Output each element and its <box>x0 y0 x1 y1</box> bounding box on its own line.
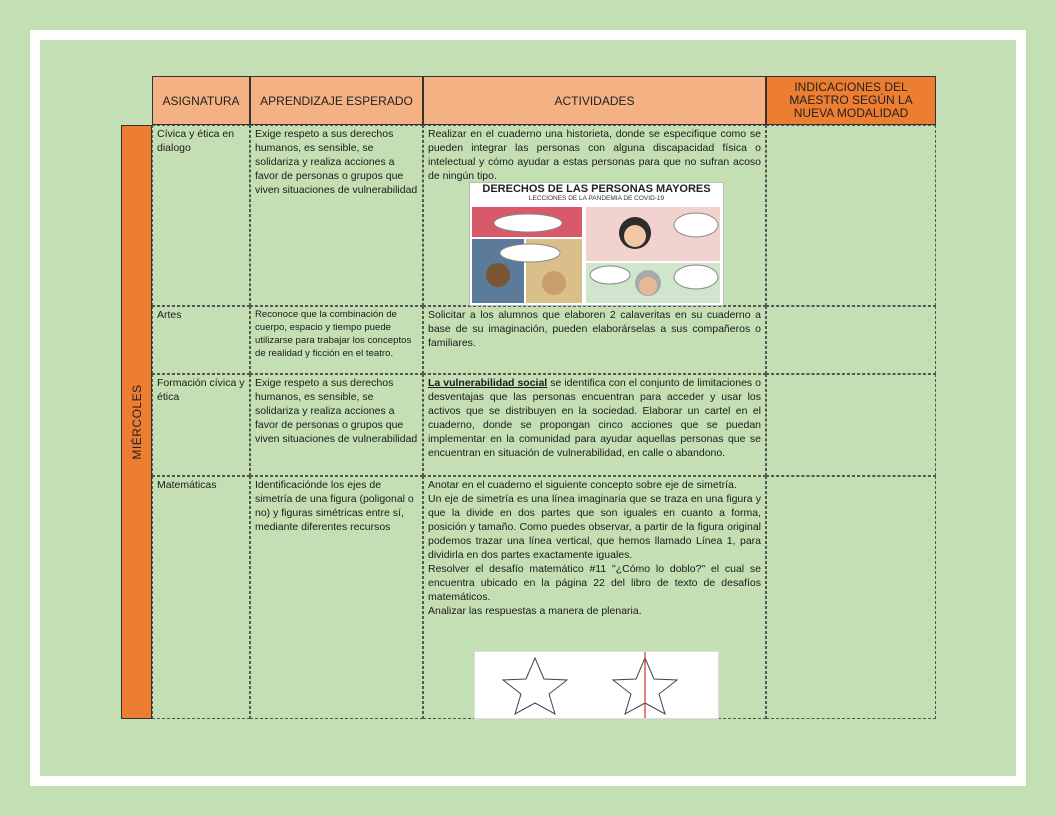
row2-aprendizaje: Reconoce que la combinación de cuerpo, espacio y tiempo puede utilizarse para trabajar los conceptos de realidad y ficción en el teatro. <box>250 306 423 374</box>
header-aprendizaje <box>250 76 423 125</box>
row3-indicaciones <box>766 374 936 476</box>
vulnerabilidad-term: La vulnerabilidad social <box>428 377 548 389</box>
row4-asignatura: Matemáticas <box>152 476 250 719</box>
comic-title: DERECHOS DE LAS PERSONAS MAYORES <box>482 183 711 195</box>
row3-actividades-cell <box>423 374 766 476</box>
row1-asignatura: Cívica y ética en dialogo <box>152 125 250 306</box>
row3-actividades <box>424 375 765 461</box>
stars-symmetry-image <box>474 651 719 719</box>
row1-indicaciones <box>766 125 936 306</box>
header-asignatura-label: ASIGNATURA <box>162 93 240 108</box>
stars-illustration <box>475 652 718 718</box>
row2-asignatura: Artes <box>152 306 250 374</box>
header-actividades <box>423 76 766 125</box>
row4-aprendizaje: Identificacióndе los ejes de simetría de una figura (poligonal o no) y figuras simétricas entre sí, mediante diferentes recursos <box>250 476 423 719</box>
vulnerabilidad-definition: se identifica con el conjunto de limitaciones o desventajas que las personas encuentran para acceder y usar los activos que se distribuyen en la sociedad. Elaborar un cartel en el cuaderno, donde se propongan cinco acciones que se puedan implementar en la comunidad para ayudar aquellas personas que se encuentran en situación de vulnerabilidad, en calle o abandono. <box>428 377 761 459</box>
row4-p1: Anotar en el cuaderno el siguiente concepto sobre eje de simetría. <box>428 479 737 491</box>
comic-image <box>469 182 724 306</box>
row1-aprendizaje: Exige respeto a sus derechos humanos, es sensible, se solidariza y realiza acciones a favor de personas o grupos que viven situaciones de vulnerabilidad <box>250 125 423 306</box>
row4-actividades <box>424 477 765 619</box>
row3-aprendizaje: Exige respeto a sus derechos humanos, es sensible, se solidariza y realiza acciones a favor de personas o grupos que viven situaciones de vulnerabilidad <box>250 374 423 476</box>
row4-p2: Un eje de simetría es una línea imaginaria que se traza en una figura y que la divide en dos partes que son iguales en cuanto a forma, posición y tamaño. Como puedes observar, a partir de la figura original podemos trazar una línea vertical, que hemos llamado Línea 1, para dividirla en dos partes exactamente iguales. <box>428 493 761 561</box>
row3-asignatura: Formación cívica y ética <box>152 374 250 476</box>
header-indicaciones-label: INDICACIONES DEL MAESTRO SEGÚN LA NUEVA MODALIDAD <box>789 80 913 120</box>
header-indicaciones <box>766 76 936 125</box>
header-aprendizaje-label: APRENDIZAJE ESPERADO <box>260 93 413 108</box>
row1-actividades: Realizar en el cuaderno una historieta, donde se especifique como se pueden integrar las personas con alguna discapacidad física o intelectual y cómo ayudar a estas personas para que no sufran acoso de ningún tipo. <box>428 128 761 182</box>
row4-indicaciones <box>766 476 936 719</box>
row2-actividades: Solicitar a los alumnos que elaboren 2 calaveritas en su cuaderno a base de su imaginación, pueden elaborárselas a sus compañeros o familiares. <box>428 309 761 349</box>
day-label: MIÉRCOLES <box>129 384 144 460</box>
row2-indicaciones <box>766 306 936 374</box>
comic-subtitle: LECCIONES DE LA PANDEMIA DE COVID-19 <box>528 195 665 202</box>
row4-p4: Analizar las respuestas a manera de plenaria. <box>428 605 642 617</box>
row4-p3: Resolver el desafío matemático #11 "¿Cómo lo doblo?" el cual se encuentra ubicado en la página 22 del libro de texto de desafíos matemáticos. <box>428 563 761 603</box>
comic-panels-illustration <box>470 183 723 305</box>
row2-actividades-cell <box>423 306 766 374</box>
header-actividades-label: ACTIVIDADES <box>554 93 635 108</box>
header-asignatura <box>152 76 250 125</box>
day-column <box>121 125 152 719</box>
